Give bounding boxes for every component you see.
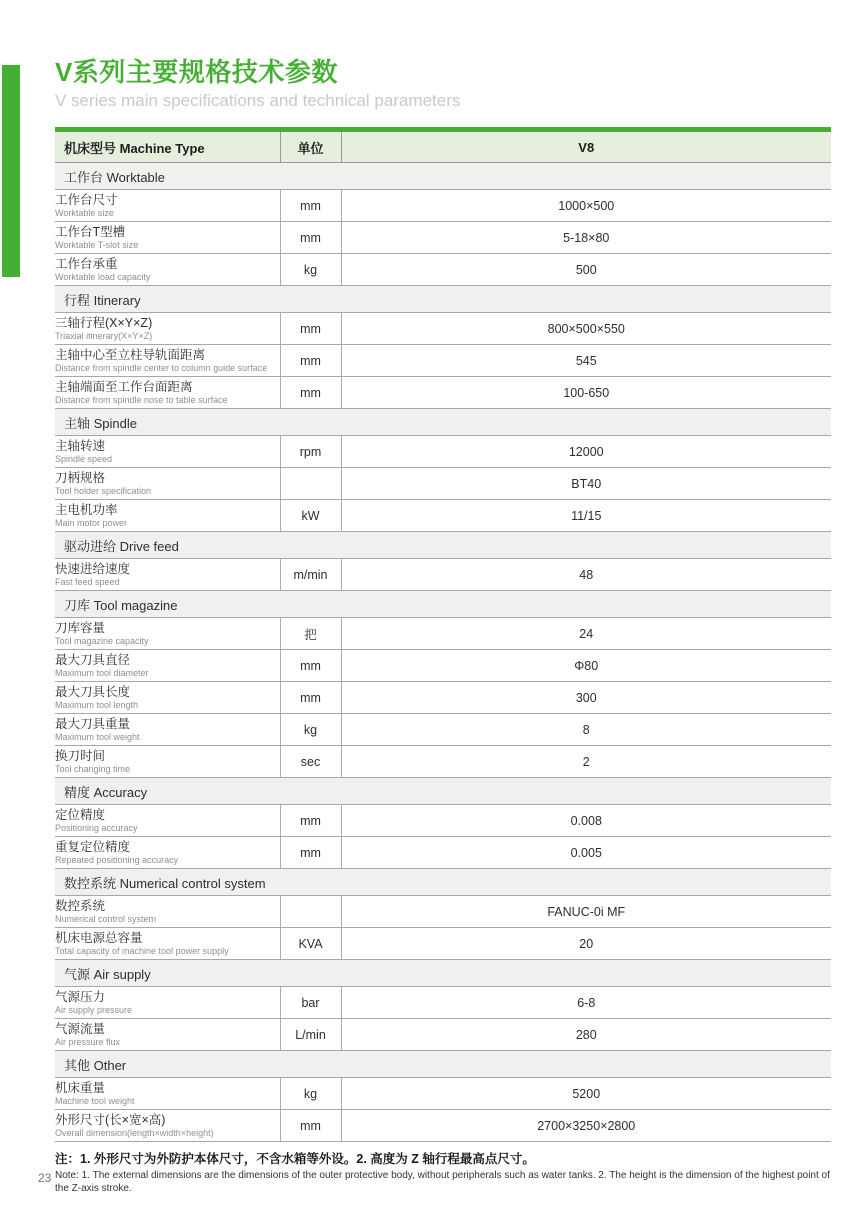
- spec-table-container: [55, 127, 831, 1142]
- left-accent-bar: [2, 65, 20, 277]
- spec-name-chinese: 气源流量: [55, 1022, 106, 1037]
- spec-unit-cell: kg: [280, 1078, 341, 1110]
- spec-name-cell: [55, 618, 280, 650]
- spec-value-cell: 0.008: [341, 805, 831, 837]
- spec-name-english: Distance from spindle center to column guide surface: [55, 363, 268, 374]
- header-model-v8: V8: [341, 132, 831, 163]
- spec-name-chinese: 主电机功率: [55, 503, 118, 518]
- spec-name-cell: [55, 468, 280, 500]
- spec-value-cell: 0.005: [341, 837, 831, 869]
- spec-row: [55, 377, 831, 409]
- spec-name-cell: [55, 746, 280, 778]
- spec-value-cell: 11/15: [341, 500, 831, 532]
- spec-name-english: Distance from spindle nose to table surface: [55, 395, 228, 406]
- spec-name-chinese: 工作台承重: [55, 257, 118, 272]
- section-row: [55, 1051, 831, 1078]
- section-title: 刀库 Tool magazine: [55, 591, 831, 618]
- spec-unit-cell: [280, 468, 341, 500]
- spec-name-english: Numerical control system: [55, 914, 157, 925]
- spec-name-chinese: 机床电源总容量: [55, 931, 143, 946]
- page-title: V系列主要规格技术参数: [55, 57, 338, 87]
- spec-table-header: [55, 132, 831, 163]
- header-row: [55, 132, 831, 163]
- page-subtitle: V series main specifications and technical parameters: [55, 90, 461, 110]
- page-number: 23: [38, 1171, 52, 1185]
- spec-name-cell: [55, 682, 280, 714]
- spec-value-cell: 20: [341, 928, 831, 960]
- footnote-english: Note: 1. The external dimensions are the dimensions of the outer protective body, without peripherals such as water tanks. 2. The height is the dimension of the highest point of the Z-axis stroke.: [55, 1170, 830, 1195]
- spec-value-cell: 100-650: [341, 377, 831, 409]
- spec-name-english: Tool changing time: [55, 764, 131, 775]
- spec-row: [55, 345, 831, 377]
- section-title: 其他 Other: [55, 1051, 831, 1078]
- spec-unit-cell: mm: [280, 222, 341, 254]
- spec-name-english: Worktable T-slot size: [55, 240, 139, 251]
- spec-name-chinese: 最大刀具重量: [55, 717, 131, 732]
- spec-name-chinese: 气源压力: [55, 990, 106, 1005]
- spec-name-english: Maximum tool diameter: [55, 668, 149, 679]
- spec-name-chinese: 定位精度: [55, 808, 106, 823]
- section-row: [55, 532, 831, 559]
- spec-name-cell: [55, 436, 280, 468]
- spec-unit-cell: mm: [280, 1110, 341, 1142]
- spec-name-english: Overall dimension(length×width×height): [55, 1128, 214, 1139]
- spec-row: [55, 468, 831, 500]
- spec-unit-cell: [280, 896, 341, 928]
- header-machine-type: 机床型号 Machine Type: [55, 132, 280, 163]
- spec-name-cell: [55, 1019, 280, 1051]
- spec-unit-cell: kW: [280, 500, 341, 532]
- spec-name-cell: [55, 987, 280, 1019]
- section-title: 主轴 Spindle: [55, 409, 831, 436]
- section-title: 精度 Accuracy: [55, 778, 831, 805]
- spec-name-cell: [55, 190, 280, 222]
- spec-name-cell: [55, 559, 280, 591]
- spec-name-english: Tool magazine capacity: [55, 636, 149, 647]
- spec-name-english: Total capacity of machine tool power supply: [55, 946, 229, 957]
- footnote-chinese: 注：1. 外形尺寸为外防护本体尺寸，不含水箱等外设。2. 高度为 Z 轴行程最高点尺寸。: [55, 1152, 535, 1167]
- section-row: [55, 869, 831, 896]
- page-content: [55, 56, 831, 1195]
- spec-value-cell: 2700×3250×2800: [341, 1110, 831, 1142]
- spec-name-cell: [55, 1110, 280, 1142]
- section-row: [55, 163, 831, 190]
- spec-row: [55, 896, 831, 928]
- spec-row: [55, 805, 831, 837]
- spec-row: [55, 1078, 831, 1110]
- spec-name-chinese: 工作台T型槽: [55, 225, 126, 240]
- spec-name-english: Air pressure flux: [55, 1037, 121, 1048]
- spec-row: [55, 559, 831, 591]
- spec-value-cell: 280: [341, 1019, 831, 1051]
- spec-unit-cell: mm: [280, 190, 341, 222]
- section-title: 数控系统 Numerical control system: [55, 869, 831, 896]
- section-title: 驱动进给 Drive feed: [55, 532, 831, 559]
- spec-name-cell: [55, 837, 280, 869]
- spec-name-chinese: 工作台尺寸: [55, 193, 118, 208]
- spec-row: [55, 436, 831, 468]
- spec-name-chinese: 刀库容量: [55, 621, 106, 636]
- spec-value-cell: 300: [341, 682, 831, 714]
- spec-name-chinese: 数控系统: [55, 899, 106, 914]
- spec-name-chinese: 重复定位精度: [55, 840, 131, 855]
- spec-value-cell: 6-8: [341, 987, 831, 1019]
- spec-unit-cell: m/min: [280, 559, 341, 591]
- spec-unit-cell: bar: [280, 987, 341, 1019]
- spec-name-cell: [55, 714, 280, 746]
- spec-value-cell: 5-18×80: [341, 222, 831, 254]
- section-title: 气源 Air supply: [55, 960, 831, 987]
- section-title: 行程 Itinerary: [55, 286, 831, 313]
- spec-name-cell: [55, 896, 280, 928]
- spec-name-cell: [55, 377, 280, 409]
- spec-unit-cell: kg: [280, 714, 341, 746]
- section-row: [55, 778, 831, 805]
- spec-name-cell: [55, 650, 280, 682]
- spec-value-cell: FANUC-0i MF: [341, 896, 831, 928]
- spec-unit-cell: L/min: [280, 1019, 341, 1051]
- spec-unit-cell: mm: [280, 313, 341, 345]
- spec-unit-cell: mm: [280, 837, 341, 869]
- spec-name-chinese: 换刀时间: [55, 749, 106, 764]
- spec-name-english: Main motor power: [55, 518, 128, 529]
- spec-table: [55, 132, 831, 1142]
- spec-row: [55, 313, 831, 345]
- spec-unit-cell: mm: [280, 377, 341, 409]
- spec-name-cell: [55, 805, 280, 837]
- spec-row: [55, 190, 831, 222]
- spec-unit-cell: 把: [280, 618, 341, 650]
- spec-name-cell: [55, 254, 280, 286]
- spec-value-cell: 12000: [341, 436, 831, 468]
- spec-unit-cell: sec: [280, 746, 341, 778]
- spec-name-english: Positioning accuracy: [55, 823, 138, 834]
- spec-name-english: Triaxial itinerary(X×Y×Z): [55, 331, 153, 342]
- spec-row: [55, 987, 831, 1019]
- spec-name-chinese: 三轴行程(X×Y×Z): [55, 316, 153, 331]
- spec-unit-cell: kg: [280, 254, 341, 286]
- spec-value-cell: 800×500×550: [341, 313, 831, 345]
- spec-table-body: [55, 163, 831, 1142]
- spec-value-cell: Φ80: [341, 650, 831, 682]
- spec-name-english: Worktable size: [55, 208, 114, 219]
- footnotes: [55, 1151, 831, 1195]
- spec-row: [55, 500, 831, 532]
- spec-name-english: Fast feed speed: [55, 577, 120, 588]
- spec-value-cell: BT40: [341, 468, 831, 500]
- spec-row: [55, 618, 831, 650]
- spec-value-cell: 48: [341, 559, 831, 591]
- spec-value-cell: 5200: [341, 1078, 831, 1110]
- spec-name-english: Worktable load capacity: [55, 272, 151, 283]
- spec-unit-cell: mm: [280, 650, 341, 682]
- spec-name-english: Air supply pressure: [55, 1005, 133, 1016]
- spec-name-cell: [55, 313, 280, 345]
- spec-name-english: Maximum tool weight: [55, 732, 140, 743]
- spec-row: [55, 1019, 831, 1051]
- spec-name-cell: [55, 928, 280, 960]
- spec-row: [55, 222, 831, 254]
- spec-row: [55, 682, 831, 714]
- spec-name-cell: [55, 345, 280, 377]
- spec-value-cell: 545: [341, 345, 831, 377]
- spec-unit-cell: rpm: [280, 436, 341, 468]
- spec-name-chinese: 快速进给速度: [55, 562, 131, 577]
- spec-value-cell: 24: [341, 618, 831, 650]
- spec-name-chinese: 外形尺寸(长×宽×高): [55, 1113, 166, 1128]
- spec-row: [55, 746, 831, 778]
- spec-value-cell: 1000×500: [341, 190, 831, 222]
- spec-name-cell: [55, 500, 280, 532]
- spec-name-cell: [55, 1078, 280, 1110]
- spec-name-chinese: 最大刀具长度: [55, 685, 131, 700]
- spec-name-cell: [55, 222, 280, 254]
- spec-unit-cell: mm: [280, 345, 341, 377]
- spec-value-cell: 500: [341, 254, 831, 286]
- section-row: [55, 591, 831, 618]
- spec-row: [55, 650, 831, 682]
- spec-value-cell: 8: [341, 714, 831, 746]
- spec-name-chinese: 主轴端面至工作台面距离: [55, 380, 193, 395]
- spec-name-english: Spindle speed: [55, 454, 113, 465]
- spec-name-english: Maximum tool length: [55, 700, 139, 711]
- section-row: [55, 960, 831, 987]
- spec-name-english: Repeated positioning accuracy: [55, 855, 179, 866]
- spec-name-chinese: 主轴中心至立柱导轨面距离: [55, 348, 206, 363]
- spec-unit-cell: KVA: [280, 928, 341, 960]
- spec-row: [55, 1110, 831, 1142]
- section-row: [55, 409, 831, 436]
- spec-row: [55, 254, 831, 286]
- section-title: 工作台 Worktable: [55, 163, 831, 190]
- spec-name-chinese: 刀柄规格: [55, 471, 106, 486]
- header-unit: 单位: [280, 132, 341, 163]
- spec-unit-cell: mm: [280, 805, 341, 837]
- spec-row: [55, 837, 831, 869]
- spec-row: [55, 928, 831, 960]
- spec-name-english: Tool holder specification: [55, 486, 152, 497]
- section-row: [55, 286, 831, 313]
- spec-row: [55, 714, 831, 746]
- spec-name-chinese: 最大刀具直径: [55, 653, 131, 668]
- spec-unit-cell: mm: [280, 682, 341, 714]
- spec-name-chinese: 机床重量: [55, 1081, 106, 1096]
- spec-name-chinese: 主轴转速: [55, 439, 106, 454]
- spec-name-english: Machine tool weight: [55, 1096, 135, 1107]
- spec-value-cell: 2: [341, 746, 831, 778]
